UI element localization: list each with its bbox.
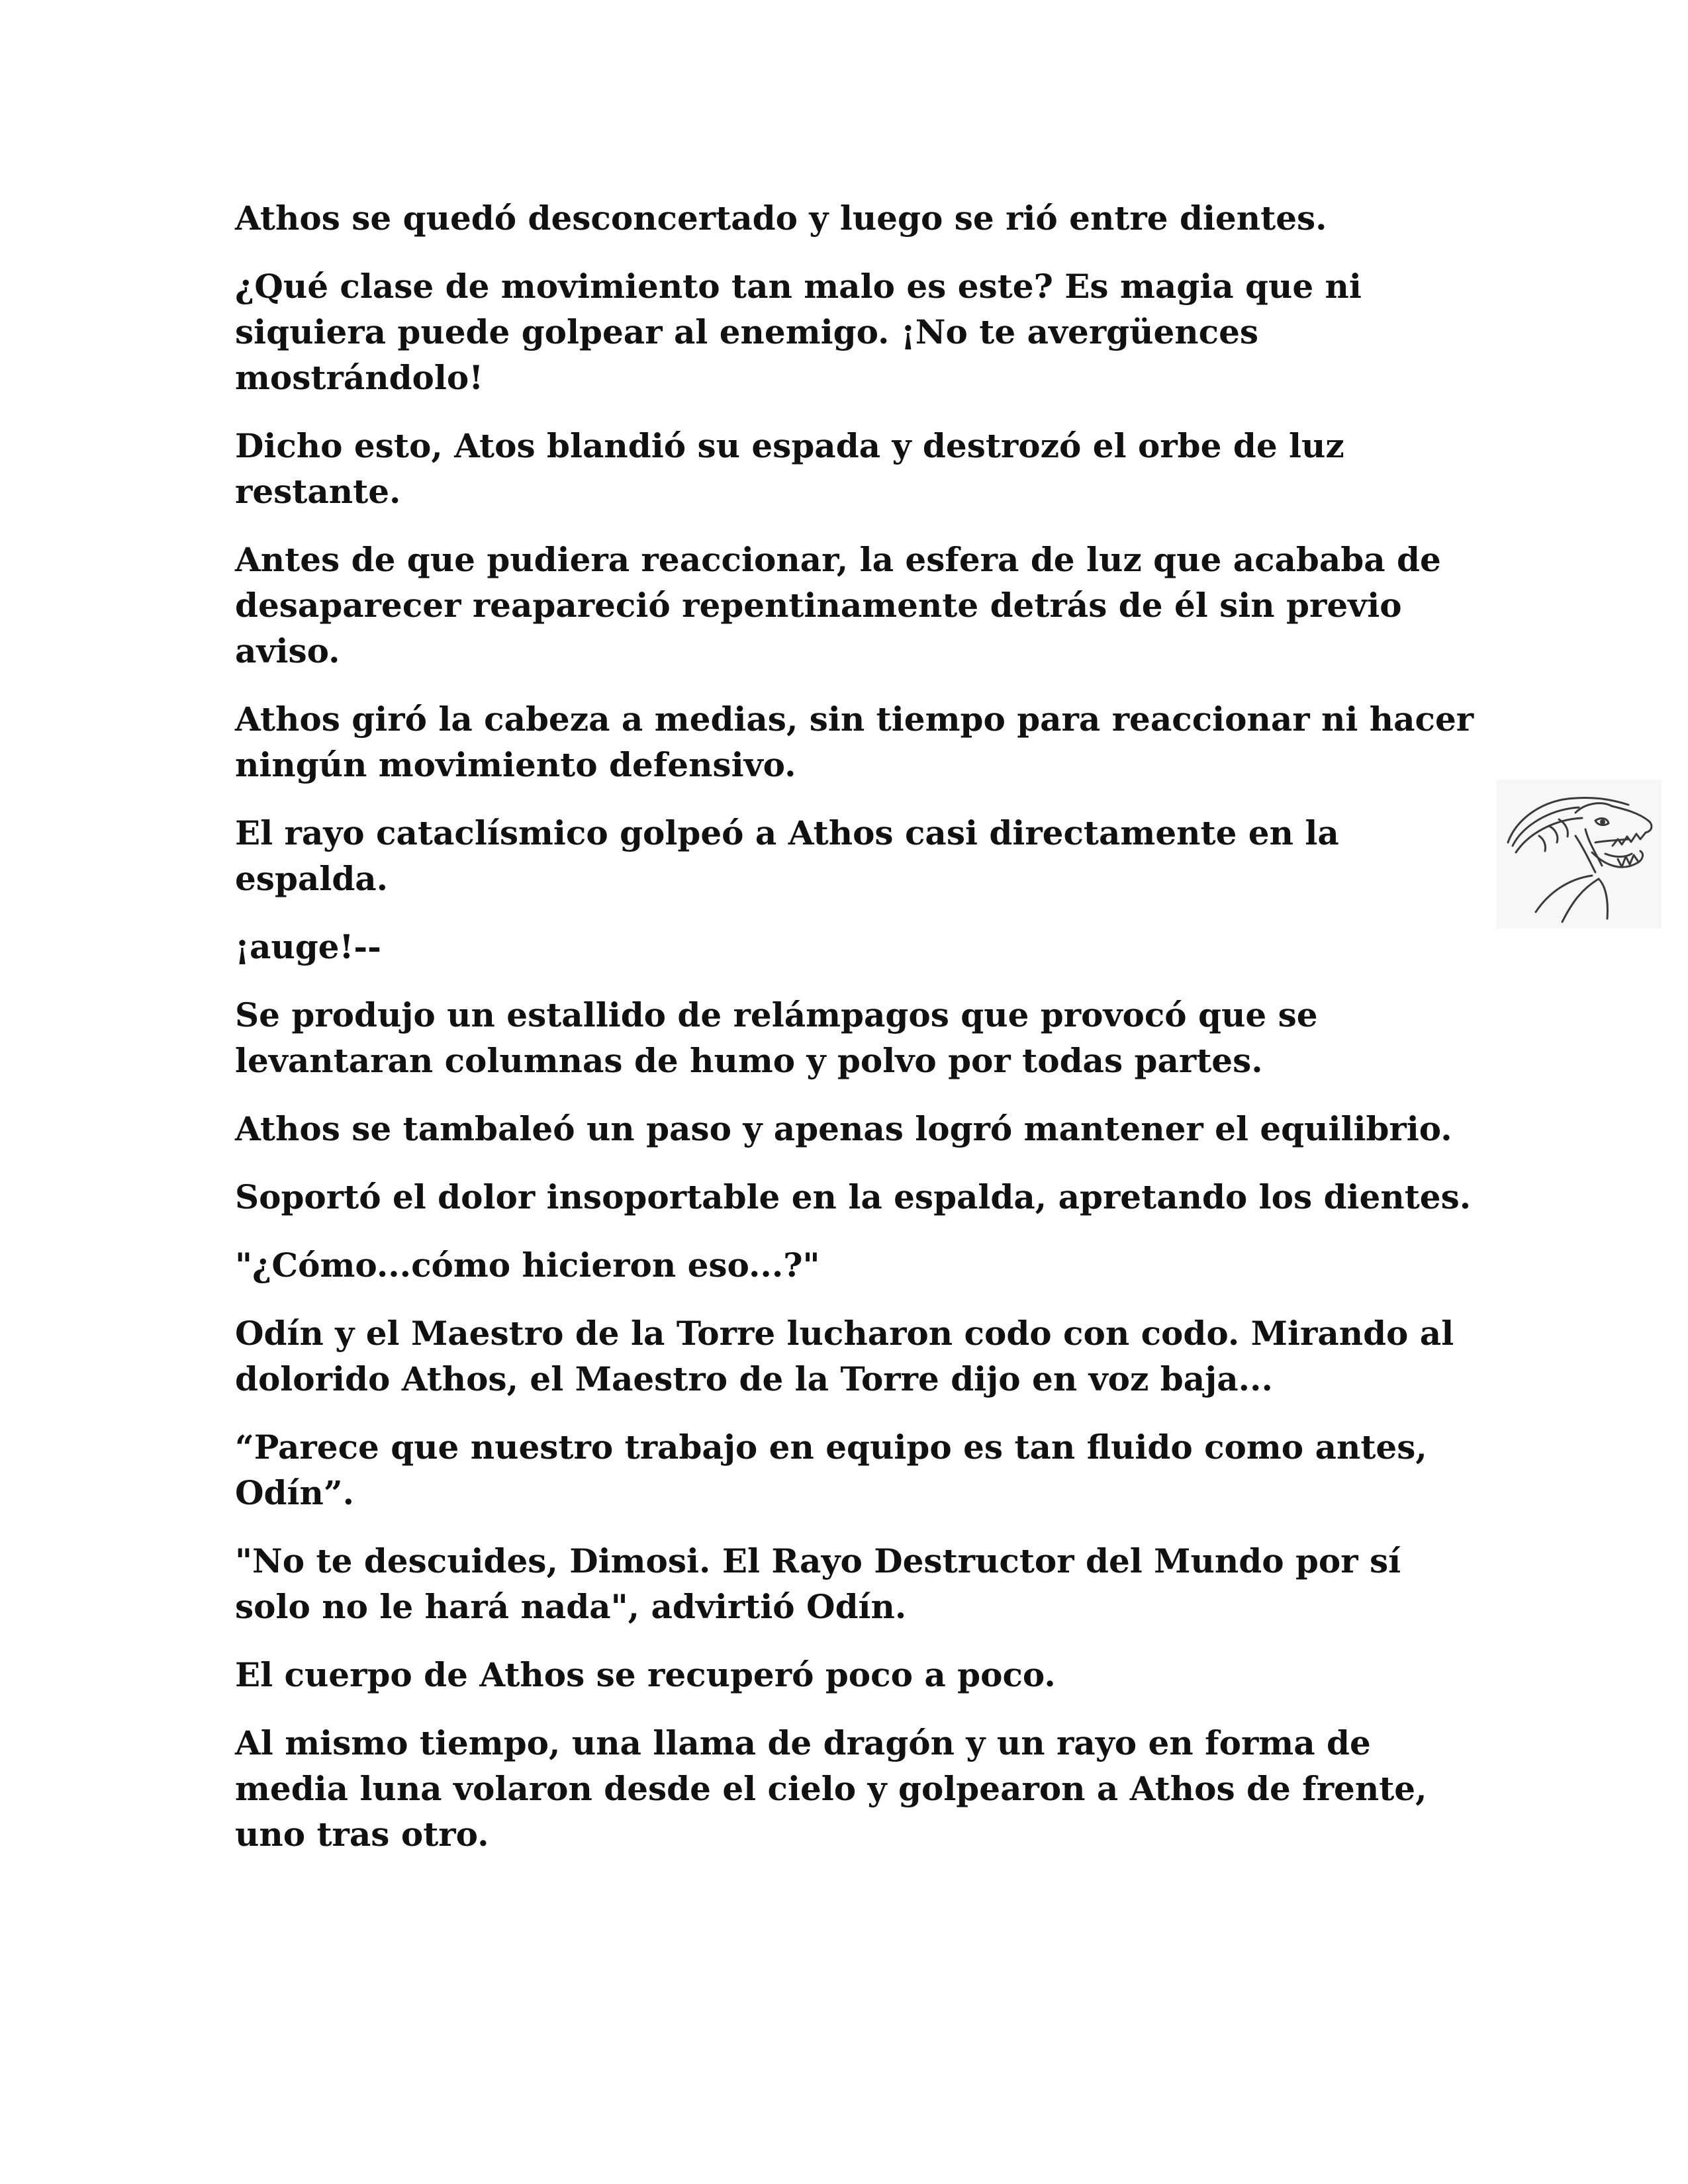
- paragraph: Al mismo tiempo, una llama de dragón y un rayo en forma de media luna volaron desde el cielo y golpearon a Athos de frente, uno tras otro.: [235, 1723, 1427, 1854]
- paragraph: Soportó el dolor insoportable en la espalda, apretando los dientes.: [235, 1177, 1472, 1216]
- paragraph: Se produjo un estallido de relámpagos que provocó que se levantaran columnas de humo y polvo por todas partes.: [235, 995, 1318, 1080]
- paragraph: Athos se quedó desconcertado y luego se rió entre dientes.: [235, 199, 1327, 238]
- paragraph: Odín y el Maestro de la Torre lucharon codo con codo. Mirando al dolorido Athos, el Maestro de la Torre dijo en voz baja...: [235, 1314, 1454, 1398]
- text-body: [235, 195, 1479, 1880]
- paragraph: "¿Cómo...cómo hicieron eso...?": [235, 1246, 820, 1285]
- paragraph: Athos se tambaleó un paso y apenas logró mantener el equilibrio.: [235, 1109, 1452, 1148]
- dinosaur-head-sketch-icon: [1496, 780, 1662, 929]
- paragraph: El cuerpo de Athos se recuperó poco a poco.: [235, 1655, 1056, 1694]
- paragraph: “Parece que nuestro trabajo en equipo es tan fluido como antes, Odín”.: [235, 1428, 1427, 1512]
- paragraph: ¿Qué clase de movimiento tan malo es este? Es magia que ni siquiera puede golpear al enemigo. ¡No te avergüences mostrándolo!: [235, 267, 1362, 397]
- paragraph: ¡auge!--: [235, 927, 381, 966]
- paragraph: Athos giró la cabeza a medias, sin tiempo para reaccionar ni hacer ningún movimiento defensivo.: [235, 700, 1474, 784]
- paragraph: El rayo cataclísmico golpeó a Athos casi directamente en la espalda.: [235, 813, 1339, 898]
- paragraph: "No te descuides, Dimosi. El Rayo Destructor del Mundo por sí solo no le hará nada", advirtió Odín.: [235, 1541, 1401, 1626]
- paragraph: Dicho esto, Atos blandió su espada y destrozó el orbe de luz restante.: [235, 426, 1344, 511]
- paragraph: Antes de que pudiera reaccionar, la esfera de luz que acababa de desaparecer reapareció repentinamente detrás de él sin previo aviso.: [235, 540, 1441, 670]
